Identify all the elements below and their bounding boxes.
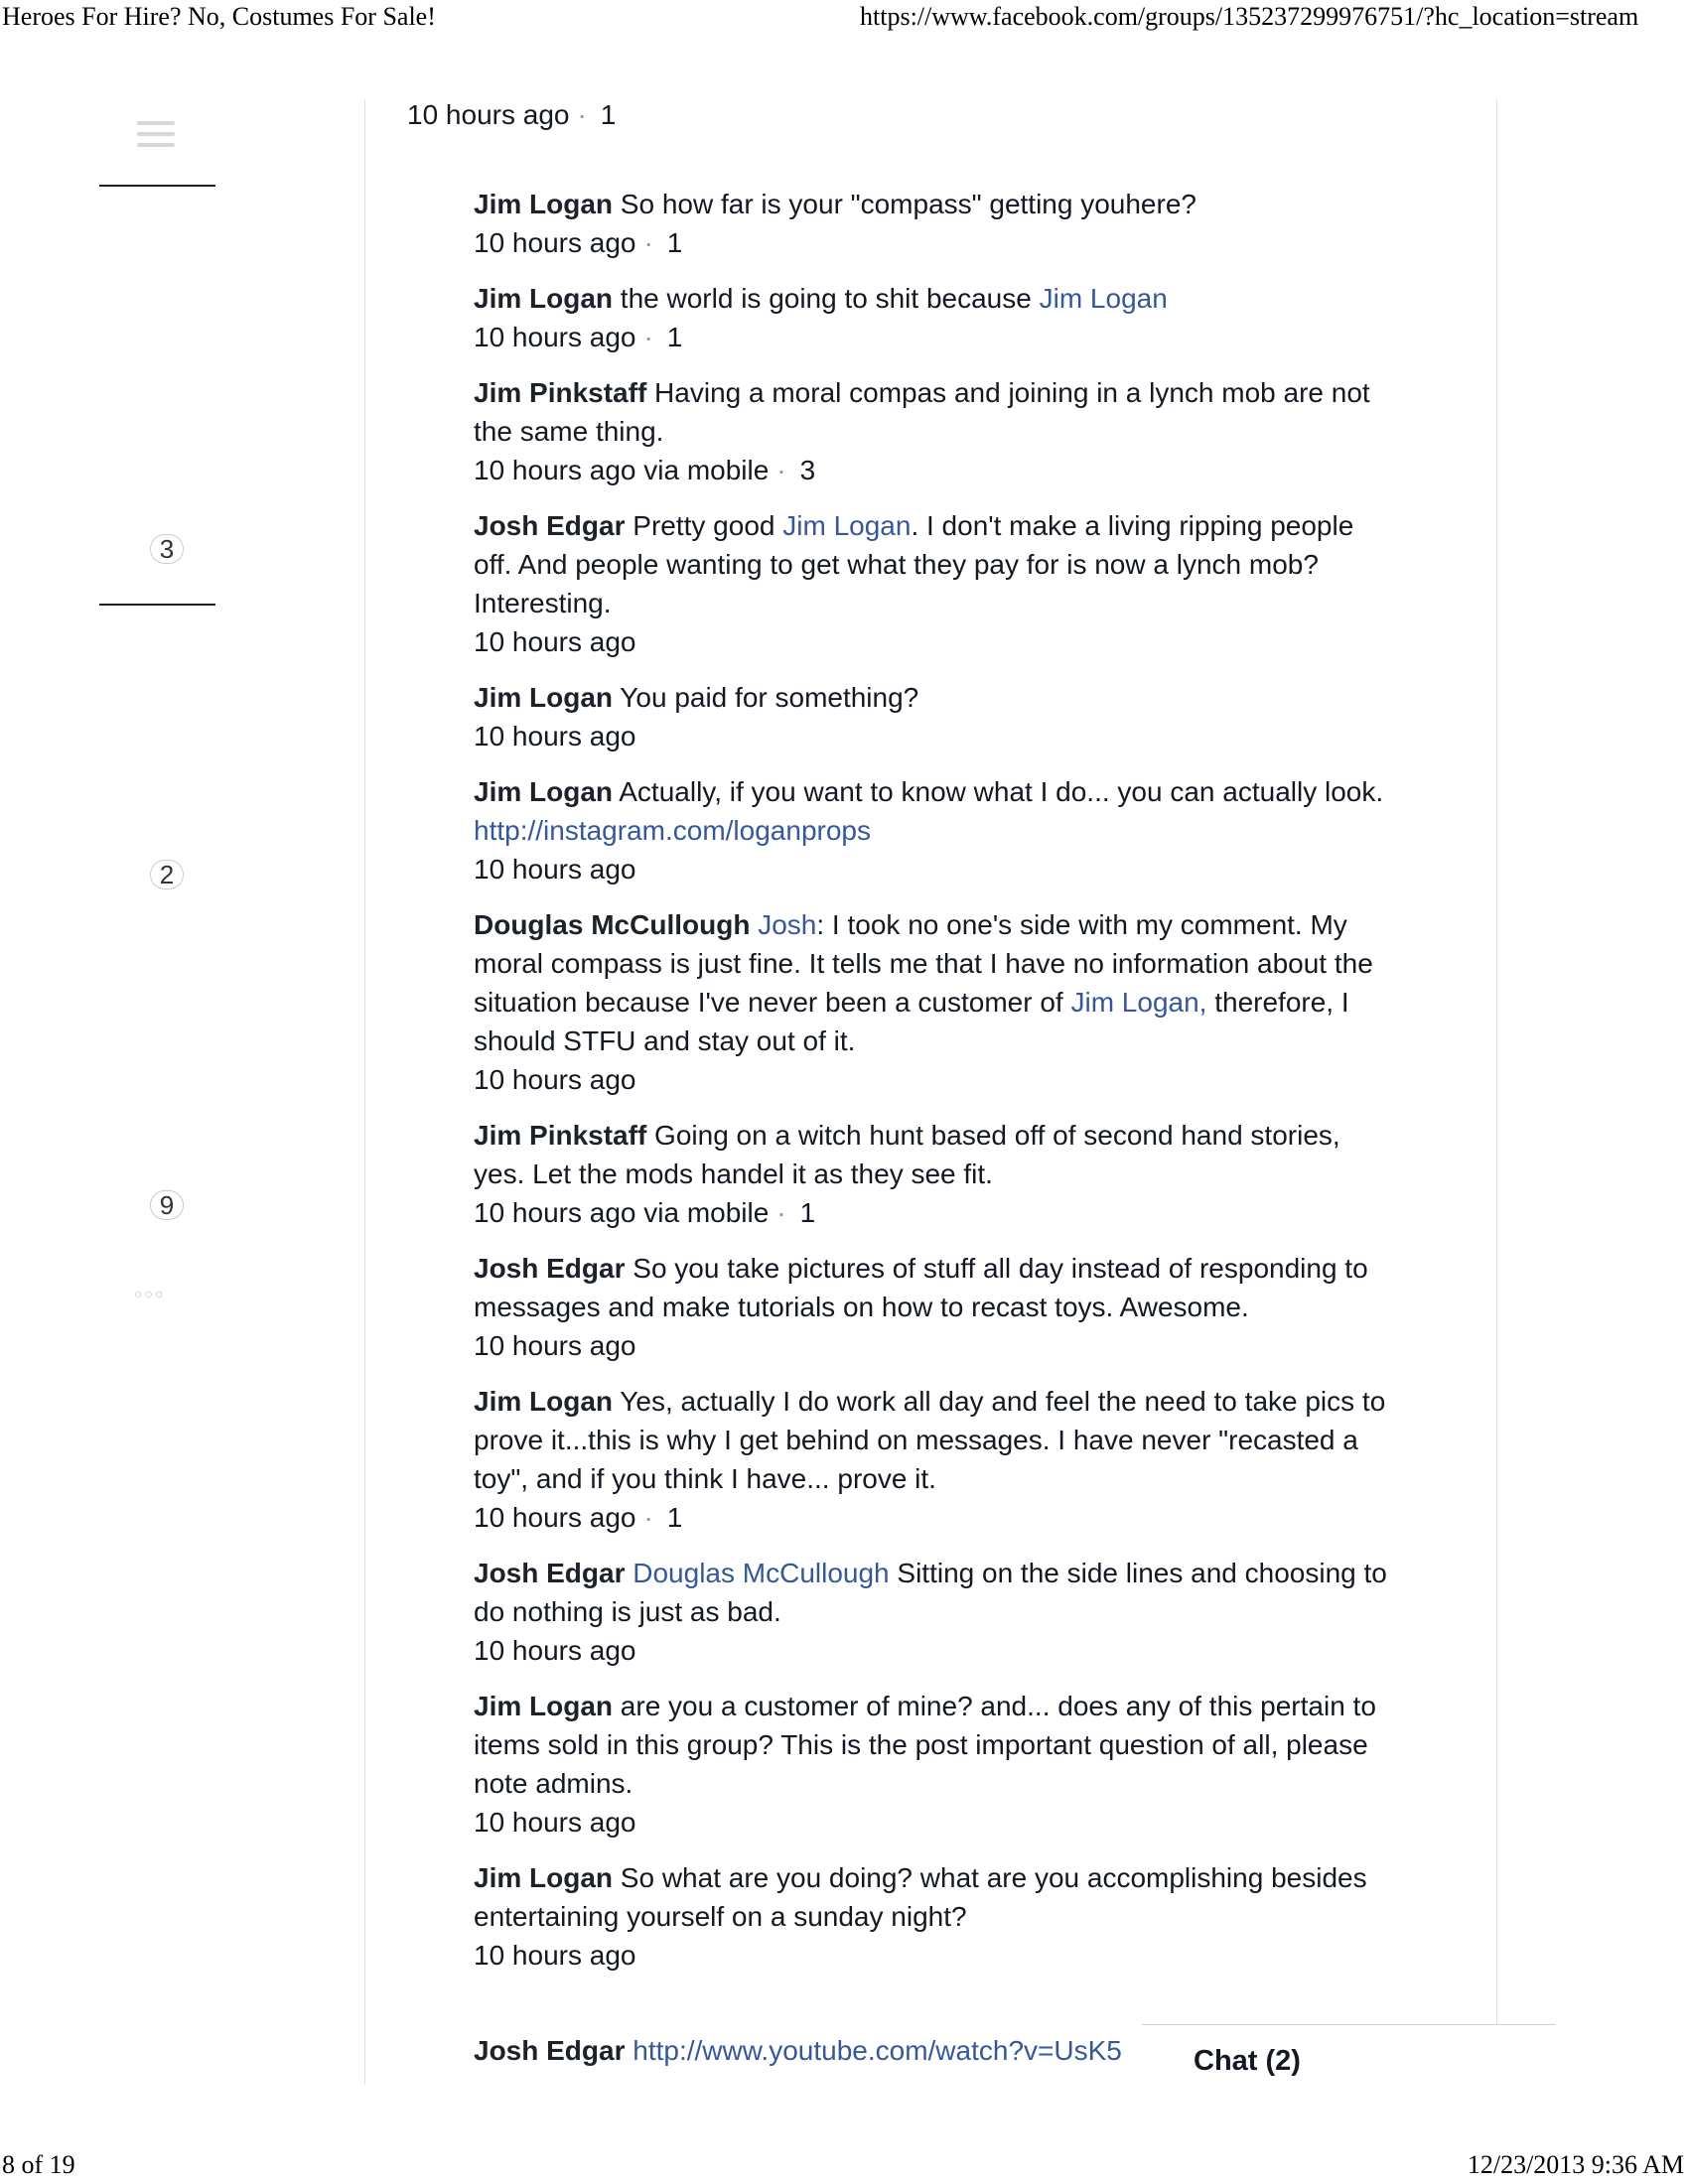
chat-bar[interactable] <box>1142 2024 1556 2095</box>
count-bubble[interactable]: 2 <box>150 860 184 889</box>
comment-body <box>474 1858 1387 1936</box>
timestamp[interactable]: 10 hours ago <box>474 1635 636 1666</box>
comment-author[interactable]: Jim Logan <box>474 283 614 314</box>
timestamp[interactable]: 10 hours ago <box>474 1940 636 1971</box>
comment-author[interactable]: Jim Logan <box>474 1386 614 1417</box>
comment <box>474 279 1387 356</box>
comment <box>474 2031 1139 2070</box>
timestamp[interactable]: 10 hours ago via mobile <box>474 455 770 485</box>
like-count[interactable]: 1 <box>666 227 683 258</box>
timestamp[interactable]: 10 hours ago <box>474 1807 636 1838</box>
comment-text: are you a customer of mine? and... does any of this pertain to items sold in this group? This is the post important question of all, please note admins. <box>474 1691 1376 1799</box>
comment-meta <box>474 717 1387 755</box>
column-border-right <box>1496 99 1497 2025</box>
comment-text: So you take pictures of stuff all day instead of responding to messages and make tutorials on how to recast toys. Awesome. <box>474 1253 1368 1322</box>
comment-text: . I don't make a living ripping people off. And people wanting to get what they pay for is now a lynch mob? Interesting. <box>474 510 1354 618</box>
comment-text: therefore, I should STFU and stay out of it. <box>474 987 1349 1056</box>
comment-link[interactable]: http://instagram.com/loganprops <box>474 815 871 846</box>
print-page-number: 8 of 19 <box>2 2150 75 2179</box>
gutter-divider <box>99 604 215 606</box>
chat-label[interactable]: Chat (2) <box>1194 2045 1301 2077</box>
comment <box>474 1249 1387 1365</box>
comment-body <box>474 1382 1387 1498</box>
comment-link[interactable]: http://www.youtube.com/watch?v=UsK5 <box>633 2035 1122 2066</box>
comment-text: the world is going to shit because <box>613 283 1040 314</box>
comment <box>474 678 1387 755</box>
comment <box>474 506 1387 661</box>
comment-text: So what are you doing? what are you accomplishing besides entertaining yourself on a sunday night? <box>474 1862 1367 1932</box>
comment-body <box>474 772 1387 850</box>
timestamp[interactable]: 10 hours ago <box>474 322 636 352</box>
print-footer <box>0 2146 1688 2182</box>
column-border-left <box>364 99 365 2085</box>
comment-meta <box>474 451 1387 489</box>
gutter-divider <box>99 185 215 187</box>
comment-author[interactable]: Jim Logan <box>474 189 614 219</box>
print-timestamp: 12/23/2013 9:36 AM <box>1467 2150 1684 2179</box>
timestamp[interactable]: 10 hours ago <box>474 1502 636 1533</box>
timestamp[interactable]: 10 hours ago <box>474 854 636 885</box>
post-meta <box>407 99 616 131</box>
comment-meta <box>474 318 1387 356</box>
comment-text: Pretty good <box>625 510 783 541</box>
comment <box>474 373 1387 489</box>
comment-link[interactable]: Josh <box>758 909 817 940</box>
timestamp[interactable]: 10 hours ago <box>474 721 636 751</box>
comment-author[interactable]: Douglas McCullough <box>474 909 751 940</box>
comment-link[interactable]: Douglas McCullough <box>633 1558 890 1588</box>
timestamp[interactable]: 10 hours ago <box>474 227 636 258</box>
comment-body <box>474 279 1387 318</box>
print-header <box>0 0 1688 36</box>
left-gutter <box>94 99 218 1310</box>
timestamp[interactable]: 10 hours ago <box>474 1064 636 1095</box>
print-page-title: Heroes For Hire? No, Costumes For Sale! <box>2 2 436 31</box>
meta-separator: · <box>577 99 587 130</box>
comment-meta <box>474 850 1387 888</box>
comment-meta <box>474 1803 1387 1842</box>
comment-meta <box>474 1193 1387 1232</box>
comment-text: Sitting on the side lines and choosing to do nothing is just as bad. <box>474 1558 1387 1627</box>
comment-link[interactable]: Jim Logan <box>1039 283 1168 314</box>
comment <box>474 1554 1387 1670</box>
more-dots-icon[interactable]: ○○○ <box>134 1286 166 1301</box>
comment-author[interactable]: Jim Pinkstaff <box>474 1120 647 1151</box>
comment-author[interactable]: Josh Edgar <box>474 1558 626 1588</box>
timestamp[interactable]: 10 hours ago via mobile <box>474 1197 770 1228</box>
comment-meta <box>474 1326 1387 1365</box>
meta-separator: · <box>776 1197 786 1228</box>
like-count[interactable]: 1 <box>666 322 683 352</box>
comment-text: Going on a witch hunt based off of second hand stories, yes. Let the mods handel it as they see fit. <box>474 1120 1340 1189</box>
meta-separator: · <box>643 322 653 352</box>
comment <box>474 1687 1387 1842</box>
meta-separator: · <box>643 1502 653 1533</box>
comment-meta <box>474 622 1387 661</box>
like-count[interactable]: 1 <box>666 1502 683 1533</box>
comment-text: Yes, actually I do work all day and feel the need to take pics to prove it...this is why I get behind on messages. I have never "recasted a toy", and if you think I have... prove it. <box>474 1386 1386 1494</box>
menu-icon[interactable] <box>137 121 175 153</box>
comment-body <box>474 1554 1387 1631</box>
comment-author[interactable]: Josh Edgar <box>474 1253 626 1284</box>
comment-text: So how far is your "compass" getting youhere? <box>613 189 1196 219</box>
comment <box>474 1858 1387 1975</box>
comment-author[interactable]: Josh Edgar <box>474 2035 626 2066</box>
comment-body <box>474 1116 1387 1193</box>
comment-author[interactable]: Jim Logan <box>474 1691 614 1721</box>
comment-body <box>474 506 1387 622</box>
comment <box>474 1382 1387 1537</box>
comment <box>474 185 1387 262</box>
comment-body <box>474 185 1387 223</box>
comment-body <box>474 373 1387 451</box>
like-count[interactable]: 3 <box>799 455 816 485</box>
timestamp[interactable]: 10 hours ago <box>474 1330 636 1361</box>
meta-separator: · <box>643 227 653 258</box>
comment <box>474 1116 1387 1232</box>
comment-text: You paid for something? <box>613 682 919 713</box>
comment-body <box>474 1687 1387 1803</box>
comment-author[interactable]: Jim Logan <box>474 682 614 713</box>
comment-author[interactable]: Jim Pinkstaff <box>474 377 647 408</box>
comment <box>474 905 1387 1099</box>
comment-text: Actually, if you want to know what I do... you can actually look. <box>613 776 1384 807</box>
comment-meta <box>474 1936 1387 1975</box>
comment-list <box>474 185 1387 1991</box>
print-page-url: https://www.facebook.com/groups/135237299976751/?hc_location=stream <box>860 2 1639 31</box>
comment-meta <box>474 1498 1387 1537</box>
count-bubble[interactable]: 3 <box>150 534 184 564</box>
comment-body <box>474 678 1387 717</box>
timestamp[interactable]: 10 hours ago <box>407 99 570 130</box>
comment-body <box>474 905 1387 1060</box>
like-count[interactable]: 1 <box>799 1197 816 1228</box>
comment-body <box>474 1249 1387 1326</box>
comment-author[interactable]: Josh Edgar <box>474 510 626 541</box>
meta-separator: · <box>776 455 786 485</box>
count-bubble[interactable]: 9 <box>150 1190 184 1220</box>
comment-author[interactable]: Jim Logan <box>474 1862 614 1893</box>
comment-text: Having a moral compas and joining in a lynch mob are not the same thing. <box>474 377 1370 447</box>
comment-link[interactable]: Jim Logan <box>782 510 912 541</box>
comment-meta <box>474 1631 1387 1670</box>
comment-meta <box>474 1060 1387 1099</box>
comment-author[interactable]: Jim Logan <box>474 776 614 807</box>
comment-text: : I took no one's side with my comment. My moral compass is just fine. It tells me that I have no information about the situation because I've never been a customer of <box>474 909 1373 1018</box>
comment <box>474 772 1387 888</box>
like-count[interactable]: 1 <box>600 99 617 130</box>
comment-meta <box>474 223 1387 262</box>
comment-link[interactable]: Jim Logan, <box>1070 987 1207 1018</box>
timestamp[interactable]: 10 hours ago <box>474 626 636 657</box>
